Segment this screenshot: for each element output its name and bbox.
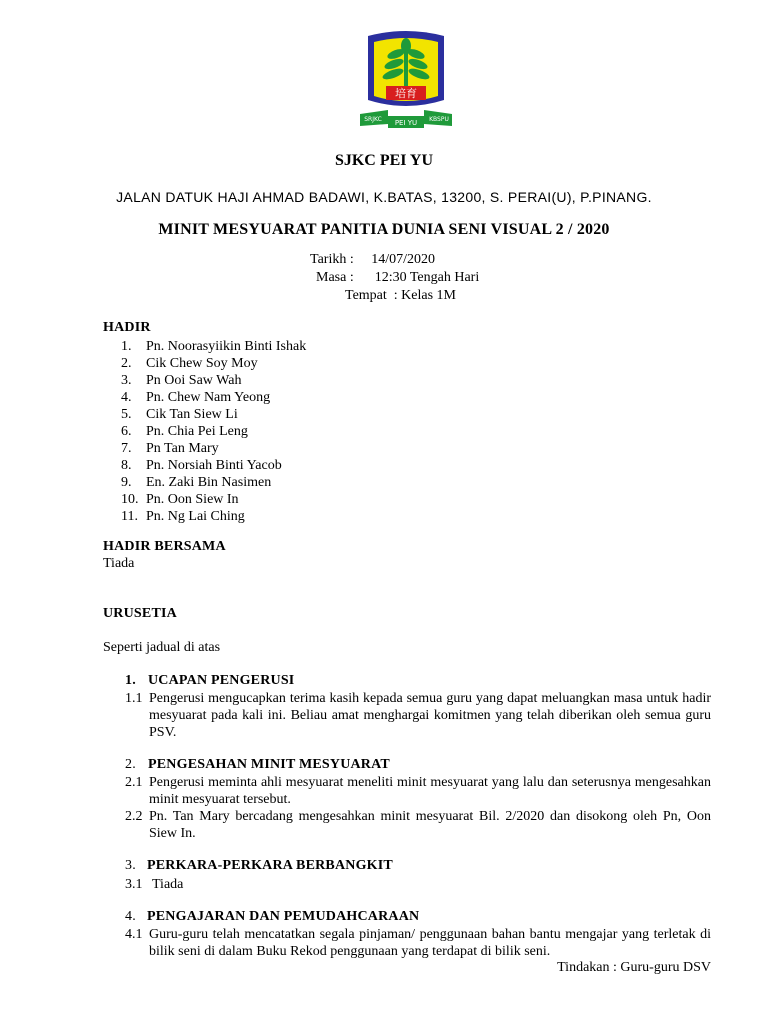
item-3-1-number: 3.1 <box>125 877 143 892</box>
list-item: 8. Pn. Norsiah Binti Yacob <box>121 458 282 473</box>
section-3-number: 3. <box>125 858 136 873</box>
meeting-date: Tarikh : 14/07/2020 <box>310 252 436 267</box>
school-crest-emblem <box>358 30 454 138</box>
item-4-1-number: 4.1 <box>125 927 143 942</box>
list-item: 2. Cik Chew Soy Moy <box>121 356 258 371</box>
school-logo <box>358 30 454 138</box>
meeting-venue: Tempat : Kelas 1M <box>345 288 456 303</box>
list-item: 7. Pn Tan Mary <box>121 441 219 456</box>
attendance-heading: HADIR <box>103 320 151 335</box>
school-name: SJKC PEI YU <box>334 152 434 169</box>
section-4-number: 4. <box>125 909 136 924</box>
section-3-heading: PERKARA-PERKARA BERBANGKIT <box>147 858 393 873</box>
logo-left-text: SRJKC <box>364 116 382 123</box>
section-1-number: 1. <box>125 673 136 688</box>
secretariat-heading: URUSETIA <box>103 606 177 621</box>
attendance-list <box>121 338 306 525</box>
item-2-1-text: Pengerusi meminta ahli mesyuarat meneliti minit mesyuarat yang lalu dan seterusnya mengesahkan minit mesyuarat tersebut. <box>149 775 711 807</box>
document-title: MINIT MESYUARAT PANITIA DUNIA SENI VISUAL 2 / 2020 <box>158 221 610 238</box>
list-item: 11. Pn. Ng Lai Ching <box>121 509 245 524</box>
list-item: 5. Cik Tan Siew Li <box>121 407 238 422</box>
section-2-number: 2. <box>125 757 136 772</box>
item-2-2-text: Pn. Tan Mary bercadang mengesahkan minit mesyuarat Bil. 2/2020 dan disokong oleh Pn, Oon Siew In. <box>149 809 711 841</box>
item-4-1-text: Guru-guru telah mencatatkan segala pinjaman/ penggunaan bahan bantu mengajar yang terletak di bilik seni di dalam Buku Rekod penggunaan yang terdapat di bilik seni. <box>149 927 711 959</box>
meeting-time: Masa : 12:30 Tengah Hari <box>316 270 480 285</box>
logo-chinese-text: 培育 <box>395 87 417 100</box>
list-item: 1. Pn. Noorasyiikin Binti Ishak <box>121 339 307 354</box>
section-4-heading: PENGAJARAN DAN PEMUDAHCARAAN <box>147 909 420 924</box>
list-item: 10. Pn. Oon Siew In <box>121 492 239 507</box>
list-item: 6. Pn. Chia Pei Leng <box>121 424 248 439</box>
item-2-2-number: 2.2 <box>125 809 143 824</box>
list-item: 4. Pn. Chew Nam Yeong <box>121 390 271 405</box>
item-2-1-number: 2.1 <box>125 775 143 790</box>
list-item: 3. Pn Ooi Saw Wah <box>121 373 242 388</box>
logo-right-text: KBSPU <box>429 116 449 123</box>
item-1-1-text: Pengerusi mengucapkan terima kasih kepada semua guru yang dapat meluangkan masa untuk hadir mesyuarat pada kali ini. Beliau amat menghargai komitmen yang telah diberikan oleh semua guru PSV. <box>149 691 711 740</box>
item-4-1-action: Tindakan : Guru-guru DSV <box>557 960 711 975</box>
school-address: JALAN DATUK HAJI AHMAD BADAWI, K.BATAS, 13200, S. PERAI(U), P.PINANG. <box>116 189 652 205</box>
co-attendance-value: Tiada <box>103 556 135 571</box>
section-1-heading: UCAPAN PENGERUSI <box>148 673 295 688</box>
list-item: 9. En. Zaki Bin Nasimen <box>121 475 272 490</box>
co-attendance-heading: HADIR BERSAMA <box>103 539 226 554</box>
item-1-1-number: 1.1 <box>125 691 143 706</box>
section-2-heading: PENGESAHAN MINIT MESYUARAT <box>148 757 390 772</box>
logo-bottom-text: PEI YU <box>394 119 418 127</box>
item-3-1-text: Tiada <box>152 877 184 892</box>
secretariat-value: Seperti jadual di atas <box>103 640 221 655</box>
